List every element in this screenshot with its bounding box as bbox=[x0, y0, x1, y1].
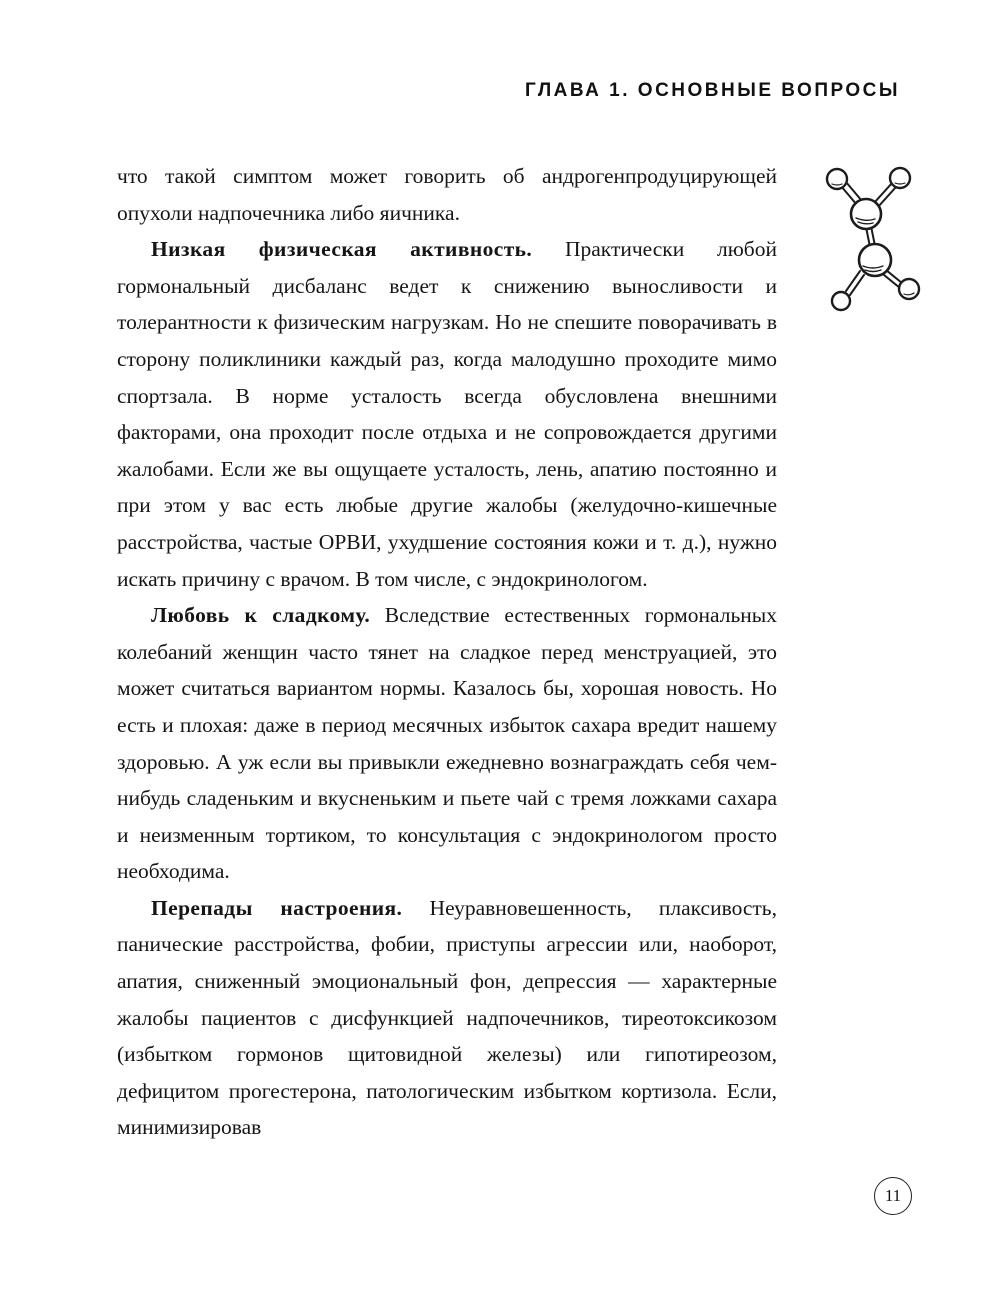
paragraph bbox=[117, 597, 777, 890]
page-number-badge bbox=[874, 1177, 912, 1215]
paragraph-lead: Низкая физическая активность. bbox=[151, 237, 533, 262]
page-number: 11 bbox=[884, 1186, 902, 1205]
paragraph bbox=[117, 231, 777, 597]
paragraph-text: Неуравновешенность, плаксивость, панические расстройства, фобии, приступы агрессии или, наоборот, апатия, сниженный эмоциональный фон, депрессия — характерные жалобы пациентов с дисфункцией надпочечников, тиреотоксикозом (избытком гормонов щитовидной железы) или гипотиреозом, дефицитом прогестерона, патологическим избытком кортизола. Если, минимизировав bbox=[117, 895, 777, 1140]
molecule-illustration bbox=[808, 155, 938, 325]
paragraph bbox=[117, 890, 777, 1146]
paragraph-lead: Перепады настроения. bbox=[151, 895, 403, 920]
paragraph-text: Вследствие естественных гормональных колебаний женщин часто тянет на сладкое перед менструацией, это может считаться вариантом нормы. Казалось бы, хорошая новость. Но есть и плохая: даже в период месячных избыток сахара вредит нашему здоровью. А уж если вы привыкли ежедневно вознаграждать себя чем-нибудь сладеньким и вкусненьким и пьете чай с тремя ложками сахара и неизменным тортиком, то консультация с эндокринологом просто необходима. bbox=[117, 603, 778, 884]
page-text bbox=[117, 158, 777, 1146]
chapter-header: ГЛАВА 1. ОСНОВНЫЕ ВОПРОСЫ bbox=[525, 80, 900, 101]
paragraph-text: что такой симптом может говорить об андрогенпродуцирующей опухоли надпочечника либо яичника. bbox=[117, 164, 777, 225]
paragraph-lead: Любовь к сладкому. bbox=[151, 603, 371, 628]
paragraph bbox=[117, 158, 777, 231]
paragraph-text: Практически любой гормональный дисбаланс ведет к снижению выносливости и толерантности к физическим нагрузкам. Но не спешите поворачивать в сторону поликлиники каждый раз, когда малодушно проходите мимо спортзала. В норме усталость всегда обусловлена внешними факторами, она проходит после отдыха и не сопровождается другими жалобами. Если же вы ощущаете усталость, лень, апатию постоянно и при этом у вас есть любые другие жалобы (желудочно-кишечные расстройства, частые ОРВИ, ухудшение состояния кожи и т. д.), нужно искать причину с врачом. В том числе, с эндокринологом. bbox=[117, 237, 777, 591]
